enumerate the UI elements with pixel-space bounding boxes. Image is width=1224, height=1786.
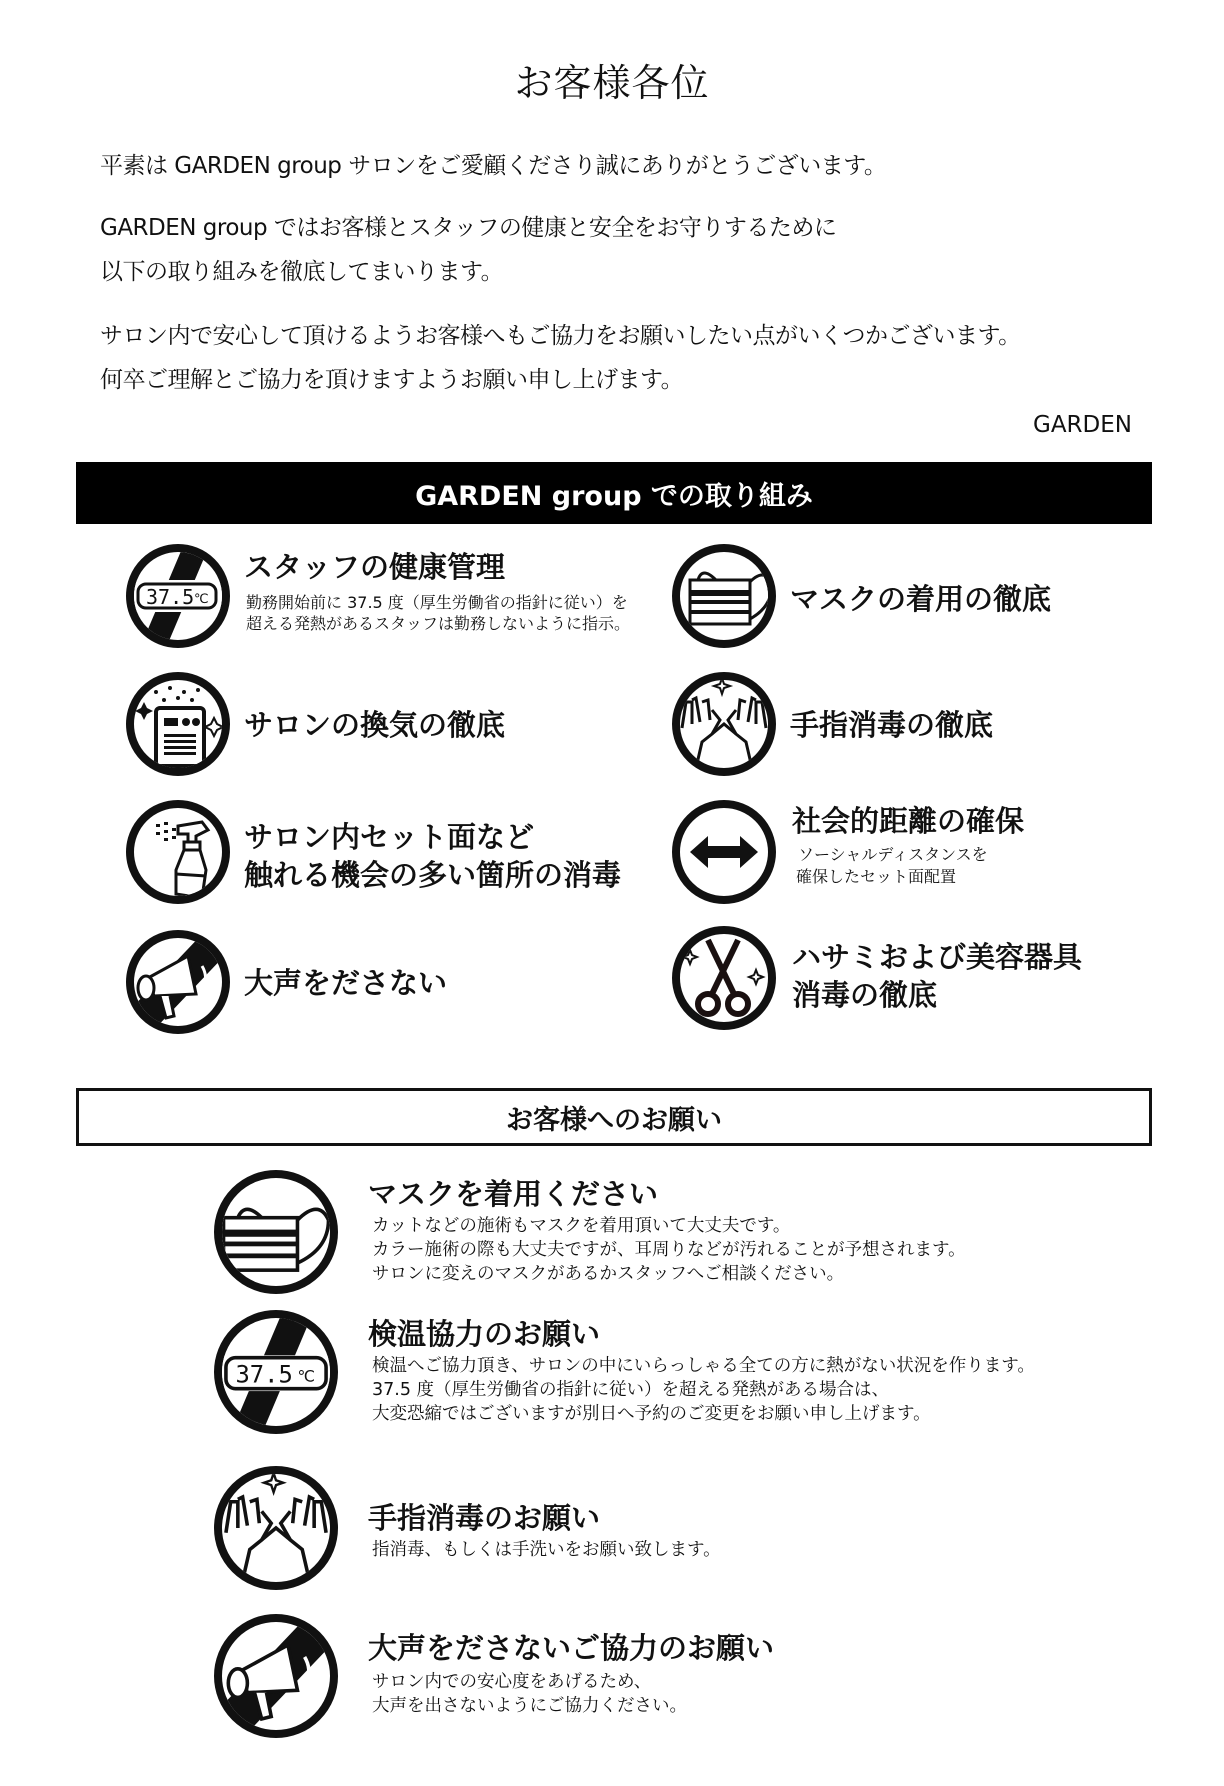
measure-title-scissors-line-2: 消毒の徹底	[792, 978, 938, 1012]
no-megaphone-icon	[126, 930, 230, 1034]
request-title-mask: マスクを着用ください	[368, 1177, 659, 1211]
page-title: お客様各位	[514, 61, 710, 105]
svg-text:37.5: 37.5	[146, 585, 195, 609]
request-desc-line: 指消毒、もしくは手洗いをお願い致します。	[372, 1540, 721, 1560]
measure-title-staff-health: スタッフの健康管理	[244, 550, 506, 584]
measure-title-scissors-line-1: ハサミおよび美容器具	[792, 940, 1083, 974]
request-title-hand-sanitize: 手指消毒のお願い	[368, 1501, 601, 1535]
measure-title-hand-sanitize: 手指消毒の徹底	[790, 708, 994, 742]
distance-arrow-icon	[672, 800, 776, 904]
measure-desc-line-2: 確保したセット面配置	[796, 867, 957, 886]
request-desc-line: 大変恐縮ではございますが別日へ予約のご変更をお願い申し上げます。	[372, 1404, 931, 1424]
measure-title-disinfect-line-2: 触れる機会の多い箇所の消毒	[244, 858, 622, 892]
mask-icon	[672, 544, 776, 648]
request-title-temperature: 検温協力のお願い	[368, 1317, 601, 1351]
measure-desc-line-1: 勤務開始前に 37.5 度（厚生労働省の指針に従い）を	[246, 593, 628, 612]
hand-sanitize-icon	[214, 1466, 338, 1590]
signature: GARDEN	[1033, 412, 1132, 438]
svg-text:37.5: 37.5	[235, 1360, 293, 1389]
intro-paragraph-3-line-2: 何卒ご理解とご協力を頂けますようお願い申し上げます。	[100, 367, 684, 393]
request-desc-line: 大声を出さないようにご協力ください。	[372, 1696, 687, 1716]
request-desc-line: サロンに変えのマスクがあるかスタッフへご相談ください。	[372, 1264, 845, 1284]
spray-bottle-icon	[126, 800, 230, 904]
request-title-quiet: 大声をださないご協力のお願い	[368, 1631, 775, 1665]
request-desc-line: サロン内での安心度をあげるため、	[372, 1672, 652, 1692]
request-desc-line: 検温へご協力頂き、サロンの中にいらっしゃる全ての方に熱がない状況を作ります。	[372, 1356, 1035, 1376]
measure-title-ventilation: サロンの換気の徹底	[244, 708, 506, 742]
svg-text:℃: ℃	[297, 1367, 315, 1386]
measure-desc-line-1: ソーシャルディスタンスを	[798, 845, 988, 864]
measure-title-social-distance: 社会的距離の確保	[792, 804, 1025, 838]
measure-desc-line-2: 超える発熱があるスタッフは勤務しないように指示。	[246, 614, 631, 633]
measure-title-quiet: 大声をださない	[244, 966, 448, 1000]
no-megaphone-icon	[214, 1614, 338, 1738]
requests-heading: お客様へのお願い	[506, 1104, 722, 1136]
svg-text:℃: ℃	[194, 592, 209, 607]
intro-paragraph-3-line-1: サロン内で安心して頂けるようお客様へもご協力をお願いしたい点がいくつかございます。	[100, 323, 1021, 349]
air-purifier-icon	[126, 672, 230, 776]
intro-paragraph-2-line-1: GARDEN group ではお客様とスタッフの健康と安全をお守りするために	[100, 215, 837, 241]
request-desc-line: 37.5 度（厚生労働省の指針に従い）を超える発熱がある場合は、	[372, 1380, 890, 1400]
intro-paragraph-1: 平素は GARDEN group サロンをご愛顧くださり誠にありがとうございます。	[100, 153, 887, 179]
request-desc-line: カットなどの施術もマスクを着用頂いて大丈夫です。	[372, 1216, 791, 1236]
mask-icon	[214, 1170, 338, 1294]
intro-paragraph-2-line-2: 以下の取り組みを徹底してまいります。	[100, 259, 504, 285]
request-desc-line: カラー施術の際も大丈夫ですが、耳周りなどが汚れることが予想されます。	[372, 1240, 966, 1260]
hand-sanitize-icon	[672, 672, 776, 776]
measures-heading-banner	[76, 462, 1152, 524]
scissors-icon	[672, 926, 776, 1030]
thermometer-icon	[126, 544, 230, 648]
measures-heading: GARDEN group での取り組み	[415, 480, 813, 512]
measure-title-mask: マスクの着用の徹底	[790, 582, 1052, 616]
measure-title-disinfect-line-1: サロン内セット面など	[244, 820, 535, 854]
thermometer-icon	[214, 1310, 338, 1434]
requests-heading-banner	[76, 1088, 1152, 1146]
